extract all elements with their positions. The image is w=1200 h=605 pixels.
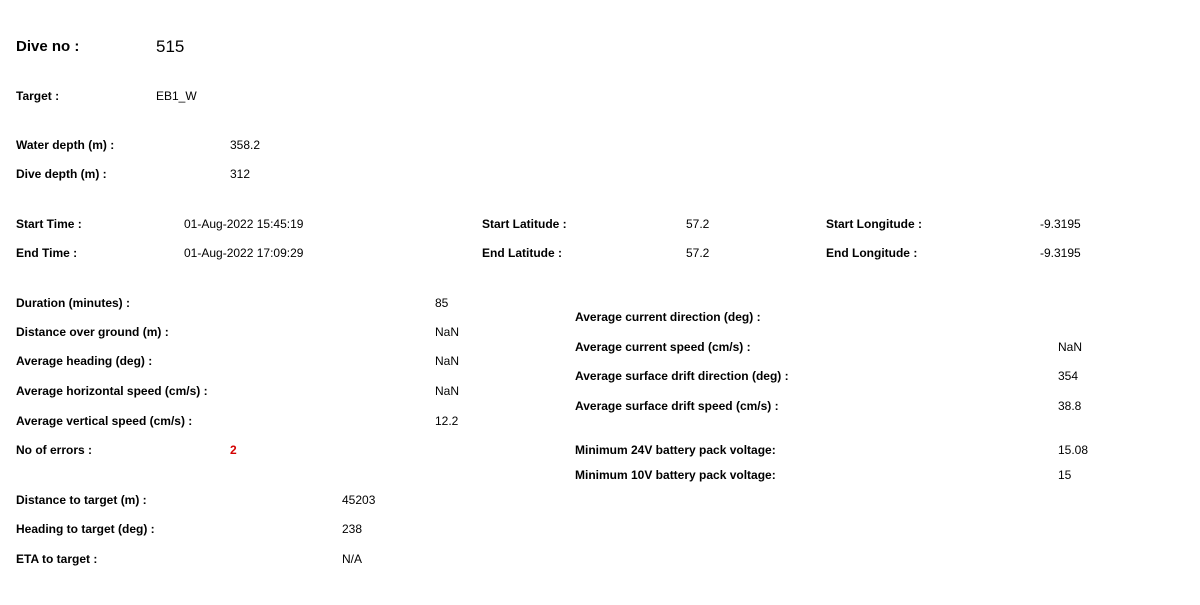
avg-horizontal-speed-value: NaN [435,384,460,398]
end-longitude-value: -9.3195 [1040,246,1081,260]
avg-heading-value: NaN [435,354,460,368]
target-label: Target : [16,89,60,103]
battery-10v-value: 15 [1058,468,1072,482]
drift-direction-label: Average surface drift direction (deg) : [575,369,789,383]
dive-no-value: 515 [156,37,185,56]
dive-depth-value: 312 [230,167,251,181]
dive-no-label: Dive no : [16,38,80,55]
battery-24v-label: Minimum 24V battery pack voltage: [575,443,776,457]
drift-direction-value: 354 [1058,369,1079,383]
heading-target-value: 238 [342,522,363,536]
water-depth-value: 358.2 [230,138,261,152]
distance-ground-value: NaN [435,325,460,339]
dive-depth-label: Dive depth (m) : [16,167,107,181]
duration-label: Duration (minutes) : [16,296,130,310]
end-time-label: End Time : [16,246,78,260]
distance-target-value: 45203 [342,493,376,507]
drift-speed-value: 38.8 [1058,399,1082,413]
distance-target-label: Distance to target (m) : [16,493,147,507]
drift-speed-label: Average surface drift speed (cm/s) : [575,399,779,413]
end-time-value: 01-Aug-2022 17:09:29 [184,246,304,260]
battery-24v-value: 15.08 [1058,443,1089,457]
end-latitude-label: End Latitude : [482,246,562,260]
battery-10v-label: Minimum 10V battery pack voltage: [575,468,776,482]
avg-vertical-speed-label: Average vertical speed (cm/s) : [16,414,193,428]
avg-heading-label: Average heading (deg) : [16,354,153,368]
eta-target-value: N/A [342,552,363,566]
water-depth-label: Water depth (m) : [16,138,115,152]
start-time-label: Start Time : [16,217,82,231]
avg-horizontal-speed-label: Average horizontal speed (cm/s) : [16,384,208,398]
start-time-value: 01-Aug-2022 15:45:19 [184,217,304,231]
start-latitude-value: 57.2 [686,217,710,231]
errors-value: 2 [230,443,237,457]
target-value: EB1_W [156,89,197,103]
heading-target-label: Heading to target (deg) : [16,522,155,536]
eta-target-label: ETA to target : [16,552,98,566]
duration-value: 85 [435,296,449,310]
start-longitude-label: Start Longitude : [826,217,922,231]
current-speed-value: NaN [1058,340,1083,354]
end-longitude-label: End Longitude : [826,246,918,260]
errors-label: No of errors : [16,443,93,457]
distance-ground-label: Distance over ground (m) : [16,325,169,339]
current-direction-label: Average current direction (deg) : [575,310,761,324]
avg-vertical-speed-value: 12.2 [435,414,459,428]
start-latitude-label: Start Latitude : [482,217,567,231]
current-speed-label: Average current speed (cm/s) : [575,340,751,354]
start-longitude-value: -9.3195 [1040,217,1081,231]
end-latitude-value: 57.2 [686,246,710,260]
